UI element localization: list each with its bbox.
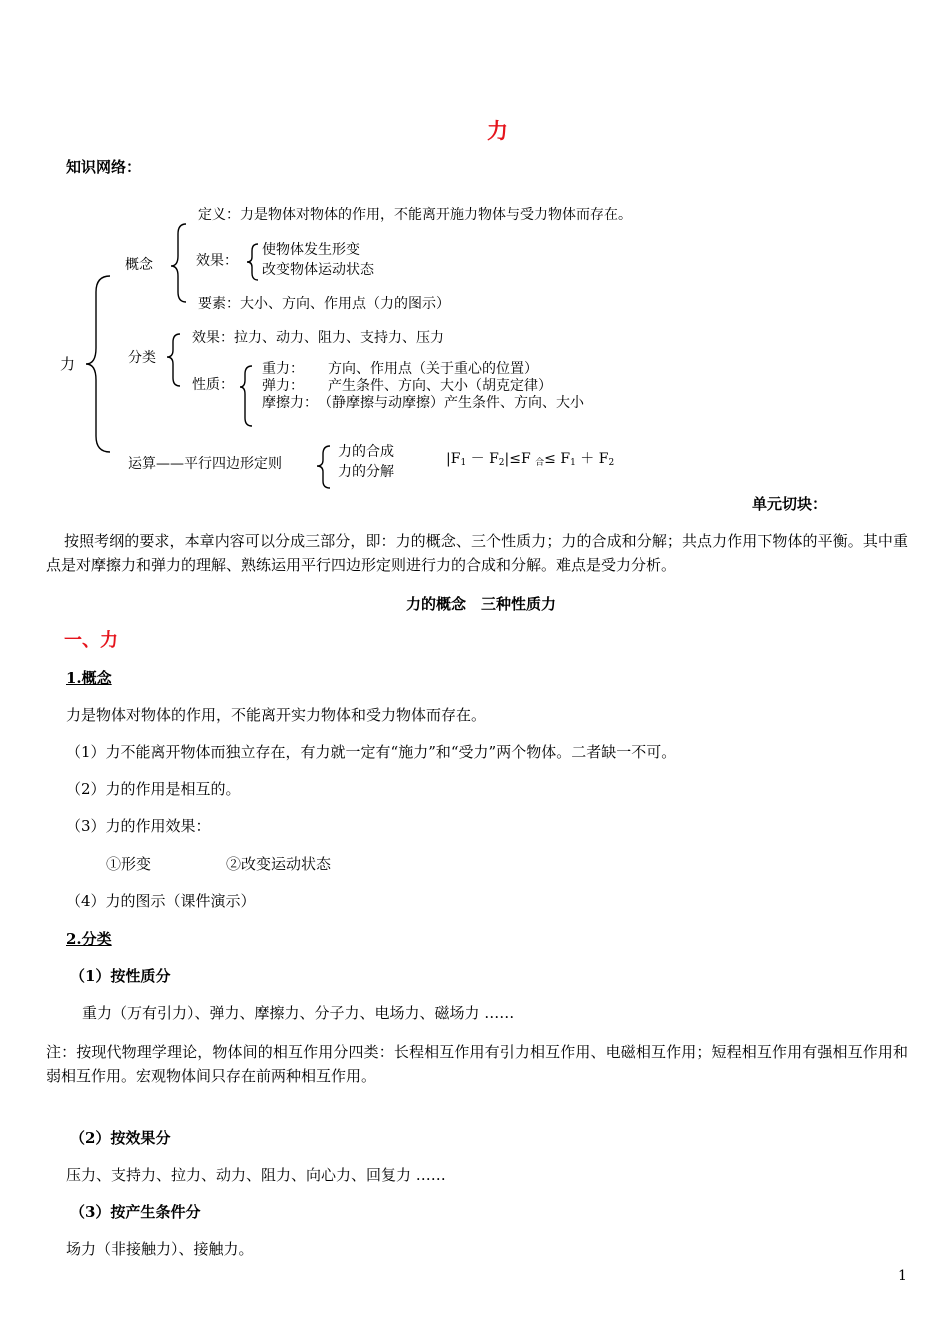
- section-one-heading: 一、力: [64, 630, 118, 651]
- diagram-braces: [0, 0, 950, 500]
- diagram-root-label: 力: [60, 355, 76, 373]
- brace-effect: [247, 244, 258, 280]
- section-title: 力的概念 三种性质力: [406, 595, 557, 613]
- point-item: （2）力的作用是相互的。: [66, 780, 241, 798]
- unit-cut-heading: 单元切块：: [752, 495, 828, 513]
- page-number: 1: [898, 1268, 907, 1284]
- brace-classification: [167, 334, 180, 386]
- brace-root: [86, 276, 110, 452]
- nature-row-name: 弹力：: [262, 378, 304, 394]
- nature-row-desc: 方向、作用点（关于重心的位置）: [328, 361, 538, 377]
- classification-by-effect: 效果：拉力、动力、阻力、支持力、压力: [192, 330, 444, 346]
- effect-item: 使物体发生形变: [262, 242, 360, 258]
- point-item: （4）力的图示（课件演示）: [66, 892, 256, 910]
- concept-heading: 1.概念: [66, 669, 112, 687]
- nature-row-desc: （静摩擦与动摩擦）产生条件、方向、大小: [318, 395, 584, 411]
- concept-text: 力是物体对物体的作用，不能离开实力物体和受力物体而存在。: [66, 706, 487, 724]
- by-condition-text: 场力（非接触力）、接触力。: [66, 1240, 254, 1258]
- classify-heading: 2.分类: [66, 930, 112, 948]
- concept-definition: 定义：力是物体对物体的作用，不能离开施力物体与受力物体而存在。: [198, 207, 632, 223]
- note-paragraph: 注：按现代物理学理论，物体间的相互作用分四类：长程相互作用有引力相互作用、电磁相互作用；短程相互作用有强相互作用和弱相互作用。宏观物体间只存在前两种相互作用。: [46, 1043, 908, 1085]
- effect-item: 改变物体运动状态: [262, 262, 374, 278]
- concept-elements: 要素：大小、方向、作用点（力的图示）: [198, 296, 450, 312]
- classification-by-nature-label: 性质：: [192, 377, 234, 393]
- effect-list-item: ②改变运动状态: [226, 855, 332, 873]
- by-effect-text: 压力、支持力、拉力、动力、阻力、向心力、回复力 ……: [66, 1166, 446, 1184]
- nature-row-name: 重力：: [262, 361, 304, 377]
- brace-nature: [240, 366, 252, 426]
- by-condition-heading: （3）按产生条件分: [70, 1203, 201, 1221]
- concept-label: 概念: [125, 257, 153, 273]
- intro-paragraph: 按照考纲的要求，本章内容可以分成三部分，即：力的概念、三个性质力；力的合成和分解；共点力作用下物体的平衡。其中重点是对摩擦力和弹力的理解、熟练运用平行四边形定则进行力的合成和分解。难点是受力分析。: [46, 532, 908, 574]
- page-title: 力: [487, 118, 508, 143]
- effect-label: 效果：: [196, 253, 238, 269]
- operation-item: 力的合成: [338, 444, 394, 460]
- effect-list-item: ①形变: [106, 855, 152, 873]
- by-nature-heading: （1）按性质分: [70, 967, 171, 985]
- operation-label: 运算——平行四边形定则: [128, 456, 282, 472]
- classification-label: 分类: [128, 350, 156, 366]
- nature-row-desc: 产生条件、方向、大小（胡克定律）: [328, 378, 552, 394]
- brace-operation: [317, 446, 330, 488]
- point-item: （3）力的作用效果：: [66, 817, 211, 835]
- by-nature-text: 重力（万有引力）、弹力、摩擦力、分子力、电场力、磁场力 ……: [82, 1004, 515, 1022]
- brace-concept: [171, 224, 186, 302]
- resultant-formula: $|F_1 - F_2|\le F$ $_合\le F_1 + F_2$: [446, 451, 615, 468]
- by-effect-heading: （2）按效果分: [70, 1129, 171, 1147]
- point-item: （1）力不能离开物体而独立存在，有力就一定有“施力”和“受力”两个物体。二者缺一不可。: [66, 743, 677, 761]
- knowledge-network-heading: 知识网络：: [66, 158, 142, 176]
- nature-row-name: 摩擦力：: [262, 395, 318, 411]
- operation-item: 力的分解: [338, 464, 394, 480]
